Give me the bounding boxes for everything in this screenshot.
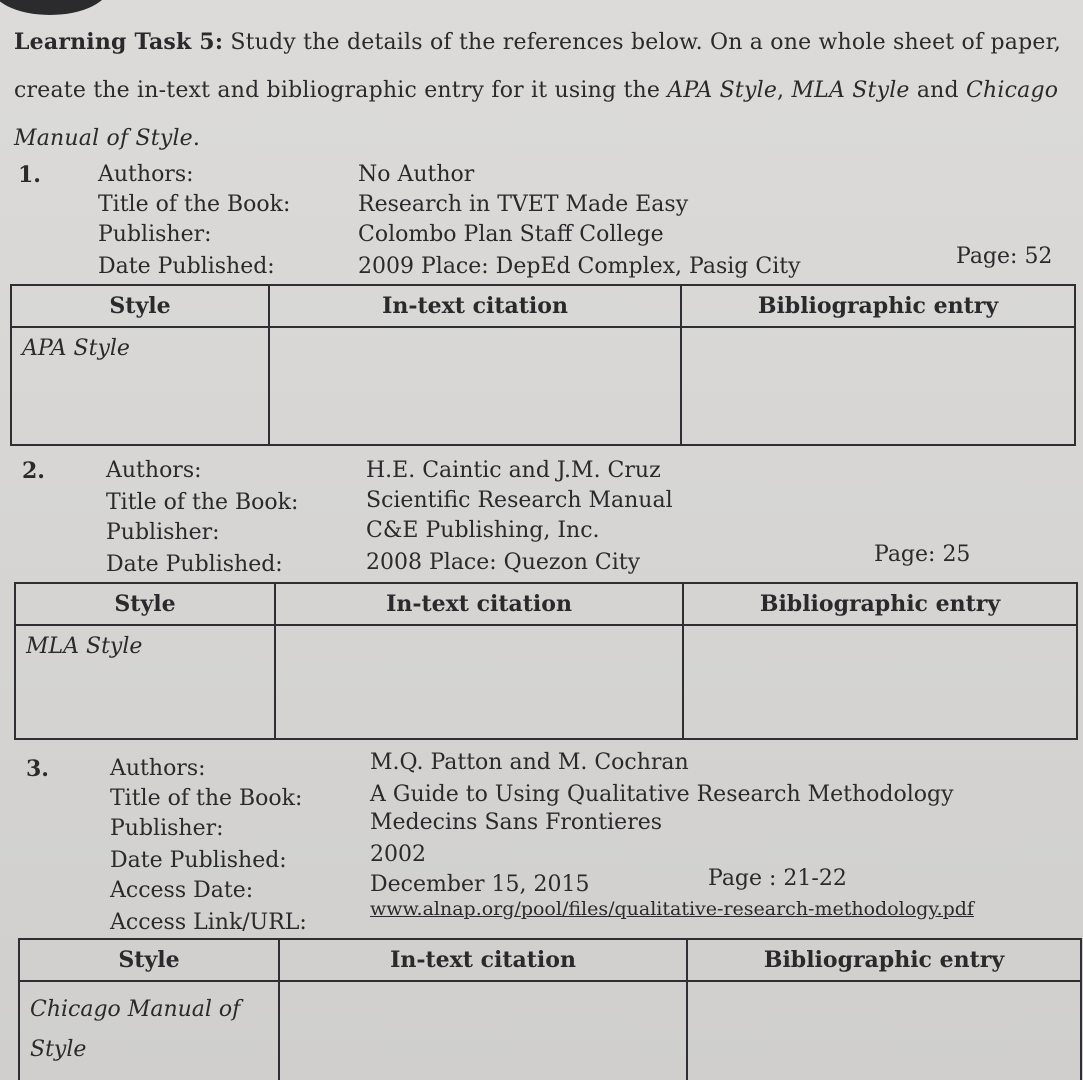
title-value: A Guide to Using Qualitative Research Methodology (370, 782, 954, 807)
page-value: Page: 52 (956, 244, 1053, 269)
citation-table-2 (14, 582, 1078, 740)
date-place-value: 2008 Place: Quezon City (366, 550, 641, 575)
intext-header: In-text citation (279, 939, 687, 981)
reference-1 (18, 160, 1078, 284)
authors-label: Authors: (106, 458, 202, 483)
biblio-header: Bibliographic entry (681, 285, 1075, 327)
citation-table-1 (10, 284, 1076, 446)
title-label: Title of the Book: (106, 490, 299, 515)
table-row (19, 981, 1081, 1080)
publisher-value: C&E Publishing, Inc. (366, 518, 600, 543)
title-label: Title of the Book: (98, 192, 291, 217)
style-header: Style (15, 583, 275, 625)
access-link-value[interactable]: www.alnap.org/pool/files/qualitative-research-methodology.pdf (370, 898, 974, 920)
title-value: Scientific Research Manual (366, 488, 673, 513)
publisher-value: Colombo Plan Staff College (358, 222, 664, 247)
authors-label: Authors: (98, 162, 194, 187)
reference-number: 2. (22, 458, 45, 484)
reference-3 (26, 752, 1076, 938)
publisher-value: Medecins Sans Frontieres (370, 810, 663, 835)
reference-number: 1. (18, 162, 41, 188)
date-value: 2002 (370, 842, 426, 867)
style-header: Style (19, 939, 279, 981)
intext-header: In-text citation (275, 583, 683, 625)
style-header: Style (11, 285, 269, 327)
page-value: Page : 21-22 (708, 866, 847, 891)
intext-header: In-text citation (269, 285, 681, 327)
corner-shadow (0, 0, 110, 15)
intext-cell[interactable] (275, 625, 683, 739)
table-header-row (19, 939, 1081, 981)
biblio-header: Bibliographic entry (683, 583, 1077, 625)
access-date-label: Access Date: (110, 878, 254, 903)
authors-value: H.E. Caintic and J.M. Cruz (366, 458, 661, 483)
publisher-label: Publisher: (106, 520, 220, 545)
access-date-value: December 15, 2015 (370, 872, 590, 897)
date-label: Date Published: (106, 552, 283, 577)
table-row (11, 327, 1075, 445)
date-place-value: 2009 Place: DepEd Complex, Pasig City (358, 254, 801, 279)
citation-table-3 (18, 938, 1082, 1080)
table-header-row (11, 285, 1075, 327)
biblio-cell[interactable] (687, 981, 1081, 1080)
title-label: Title of the Book: (110, 786, 303, 811)
table-row (15, 625, 1077, 739)
style-cell: Chicago Manual of Style (19, 981, 279, 1080)
page-value: Page: 25 (874, 542, 971, 567)
table-header-row (15, 583, 1077, 625)
publisher-label: Publisher: (110, 816, 224, 841)
access-link-label: Access Link/URL: (110, 910, 307, 935)
biblio-header: Bibliographic entry (687, 939, 1081, 981)
biblio-cell[interactable] (681, 327, 1075, 445)
reference-number: 3. (26, 756, 49, 782)
authors-value: No Author (358, 162, 475, 187)
intext-cell[interactable] (279, 981, 687, 1080)
authors-value: M.Q. Patton and M. Cochran (370, 750, 689, 775)
reference-2 (22, 456, 1082, 580)
biblio-cell[interactable] (683, 625, 1077, 739)
authors-label: Authors: (110, 756, 206, 781)
date-label: Date Published: (98, 254, 275, 279)
intext-cell[interactable] (269, 327, 681, 445)
title-value: Research in TVET Made Easy (358, 192, 689, 217)
date-label: Date Published: (110, 848, 287, 873)
publisher-label: Publisher: (98, 222, 212, 247)
task-label: Learning Task 5: (14, 29, 224, 55)
task-instructions: Learning Task 5: Study the details of the references below. On a one whole sheet of paper, create the in-text and bibliographic entry for it using the APA Style, MLA Style and Chicago Manual of Style. (14, 29, 1062, 151)
style-cell: MLA Style (15, 625, 275, 739)
style-cell: APA Style (11, 327, 269, 445)
